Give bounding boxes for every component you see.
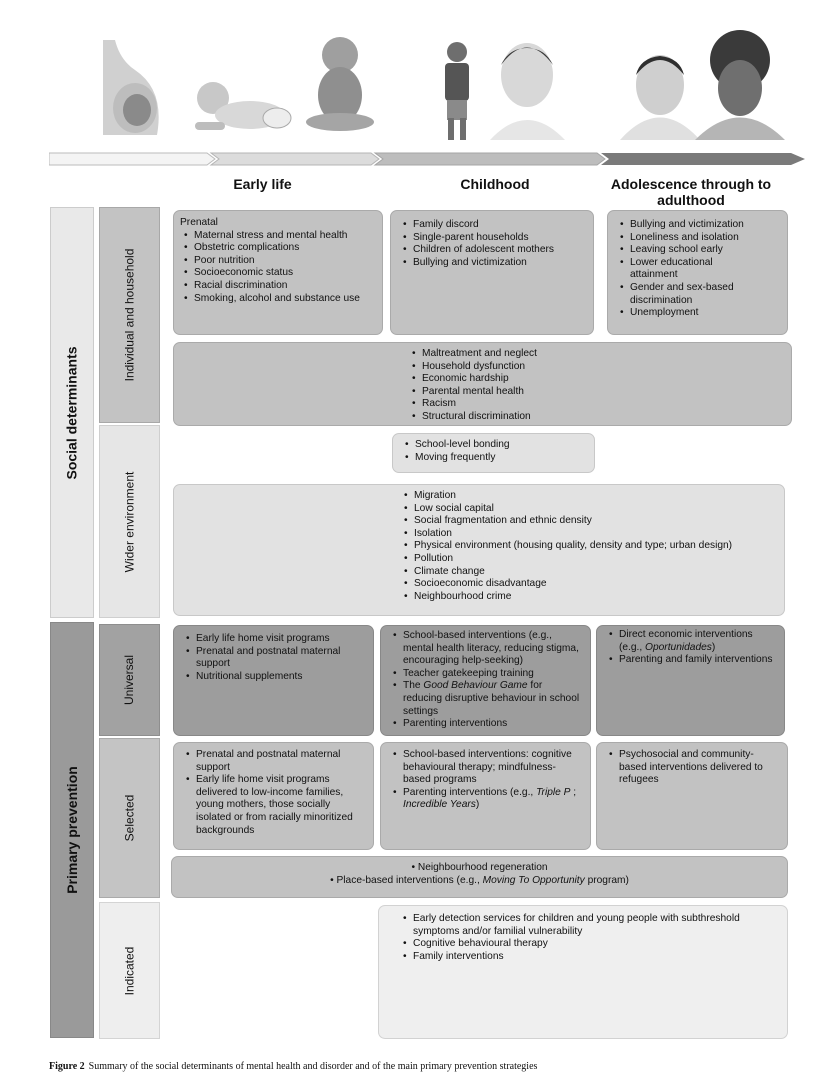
text-fragment: The	[403, 680, 424, 692]
wider-school-box	[392, 433, 595, 473]
list-item: • Maternal stress and mental health	[194, 230, 376, 243]
young-man-icon	[620, 55, 700, 140]
figure-label: Figure 2	[49, 1061, 85, 1072]
list-item: • Isolation	[414, 528, 784, 541]
list-item: • Parental mental health	[422, 386, 791, 399]
list-item: • School-based interventions (e.g., mental health literacy, reducing stigma, encouraging help-seeking)	[403, 630, 582, 668]
list-item: • School-level bonding	[415, 439, 586, 452]
figure-caption	[49, 1061, 537, 1072]
section-primary-prevention	[50, 622, 94, 1038]
list-item: • Maltreatment and neglect	[422, 348, 791, 361]
row-label-indicated	[99, 902, 160, 1039]
selected-adolescence-box	[596, 742, 788, 850]
list-item: • Loneliness and isolation	[630, 232, 779, 245]
list-item	[403, 787, 582, 812]
text-fragment: ;	[570, 786, 577, 798]
list-item: • Prenatal and postnatal maternal support	[196, 646, 365, 671]
individual-early-life-box	[173, 210, 383, 335]
list-item: • Family discord	[413, 219, 585, 232]
list-item: • Parenting and family interventions	[619, 654, 776, 667]
list-item: • Prenatal and postnatal maternal support	[196, 749, 365, 774]
text-fragment: Direct economic interventions (e.g.,	[619, 629, 753, 653]
list-item: • Economic hardship	[422, 373, 791, 386]
list-item: • Lower educational attainment	[630, 257, 731, 282]
section-social-determinants-label: Social determinants	[64, 345, 81, 480]
list-item: • Place-based interventions (e.g., Moving To Opportunity program)	[330, 875, 629, 886]
emphasis-text: Incredible Years	[403, 799, 476, 811]
list-item: • Physical environment (housing quality, density and type; urban design)	[414, 540, 784, 553]
list-item: • Bullying and victimization	[413, 257, 585, 270]
wider-shared-box	[173, 484, 785, 616]
timeline-arrow	[49, 151, 809, 167]
row-label-indicated-text: Indicated	[122, 946, 137, 995]
list-item: • Gender and sex-based discrimination	[630, 282, 741, 307]
emphasis-text: Moving To Opportunity	[482, 875, 585, 886]
individual-adolescence-box	[607, 210, 788, 335]
list-item: • Teacher gatekeeping training	[403, 668, 582, 681]
list-item: • Leaving school early	[630, 244, 779, 257]
young-woman-icon	[695, 30, 785, 140]
selected-childhood-box	[380, 742, 591, 850]
selected-shared-box	[171, 856, 788, 898]
row-label-individual	[99, 207, 160, 423]
child-face-icon	[490, 43, 565, 140]
list-item: • Racism	[422, 398, 791, 411]
universal-early-life-box	[173, 625, 374, 736]
column-header-early-life: Early life	[233, 176, 292, 192]
list-item: • Obstetric complications	[194, 242, 376, 255]
row-label-wider-text: Wider environment	[122, 471, 137, 572]
text-fragment: for reducing disruptive behaviour in school settings	[403, 680, 580, 717]
row-label-selected	[99, 738, 160, 898]
list-item: • Pollution	[414, 553, 784, 566]
list-item: • Structural discrimination	[422, 411, 791, 424]
list-item: • Poor nutrition	[194, 255, 376, 268]
list-item	[619, 629, 776, 654]
list-item: • Parenting interventions	[403, 718, 582, 731]
emphasis-text: Good Behaviour Game	[423, 680, 528, 692]
child-icon	[445, 42, 469, 140]
row-label-universal-text: Universal	[122, 654, 137, 706]
list-item: • Early life home visit programs delivered to low-income families, young mothers, those socially isolated or from racially minoritized backgrounds	[196, 774, 365, 837]
indicated-box	[378, 905, 788, 1039]
list-item: • Racial discrimination	[194, 280, 376, 293]
list-item: • Smoking, alcohol and substance use	[194, 293, 376, 306]
list-item: • Household dysfunction	[422, 361, 791, 374]
prenatal-heading: Prenatal	[180, 217, 218, 228]
list-item: • Neighbourhood regeneration	[411, 862, 548, 873]
list-item: • School-based interventions: cognitive behavioural therapy; mindfulness-based programs	[403, 749, 582, 787]
row-label-wider	[99, 425, 160, 618]
column-header-adolescence: Adolescence through to adulthood	[610, 176, 772, 208]
selected-early-life-box	[173, 742, 374, 850]
list-item: • Unemployment	[630, 307, 731, 320]
list-item: • Moving frequently	[415, 452, 586, 465]
row-label-universal	[99, 624, 160, 736]
row-label-selected-text: Selected	[122, 794, 137, 842]
list-item: • Early detection services for children and young people with subthreshold symptoms and/or familial vulnerability	[413, 913, 779, 938]
crawling-baby-icon	[195, 82, 291, 130]
text-fragment: Place-based interventions (e.g.,	[336, 875, 483, 886]
list-item: • Psychosocial and community-based interventions delivered to refugees	[619, 749, 779, 787]
text-fragment: Parenting interventions (e.g.,	[403, 786, 537, 798]
section-primary-prevention-label: Primary prevention	[64, 766, 81, 894]
text-fragment: )	[475, 799, 480, 811]
text-fragment: program)	[584, 875, 629, 886]
text-fragment: Neighbourhood regeneration	[417, 862, 548, 873]
list-item: • Children of adolescent mothers	[413, 244, 585, 257]
list-item: • Climate change	[414, 566, 784, 579]
emphasis-text: Oportunidades	[645, 641, 712, 653]
pregnant-belly-icon	[103, 40, 159, 135]
text-fragment: )	[711, 641, 716, 653]
list-item: • Cognitive behavioural therapy	[413, 938, 779, 951]
figure-caption-text: Summary of the social determinants of mental health and disorder and of the main primary prevention strategies	[88, 1061, 538, 1072]
list-item: • Early life home visit programs	[196, 633, 365, 646]
list-item: • Low social capital	[414, 503, 784, 516]
individual-shared-box	[173, 342, 792, 426]
list-item: • Socioeconomic status	[194, 267, 376, 280]
list-item: • Neighbourhood crime	[414, 591, 784, 604]
universal-adolescence-box	[596, 625, 785, 736]
life-stage-illustrations	[95, 30, 805, 155]
list-item: • Family interventions	[413, 951, 779, 964]
individual-childhood-box	[390, 210, 594, 335]
row-label-individual-text: Individual and household	[122, 248, 137, 382]
list-item: • Bullying and victimization	[630, 219, 779, 232]
list-item: • Migration	[414, 490, 784, 503]
list-item: • Social fragmentation and ethnic density	[414, 515, 784, 528]
list-item: • Single-parent households	[413, 232, 585, 245]
list-item: • Socioeconomic disadvantage	[414, 578, 784, 591]
sitting-toddler-icon	[306, 37, 374, 131]
universal-childhood-box	[380, 625, 591, 736]
column-header-childhood: Childhood	[460, 176, 530, 192]
list-item	[403, 680, 582, 718]
section-social-determinants	[50, 207, 94, 618]
emphasis-text: Triple P	[536, 786, 571, 798]
list-item: • Nutritional supplements	[196, 671, 365, 684]
